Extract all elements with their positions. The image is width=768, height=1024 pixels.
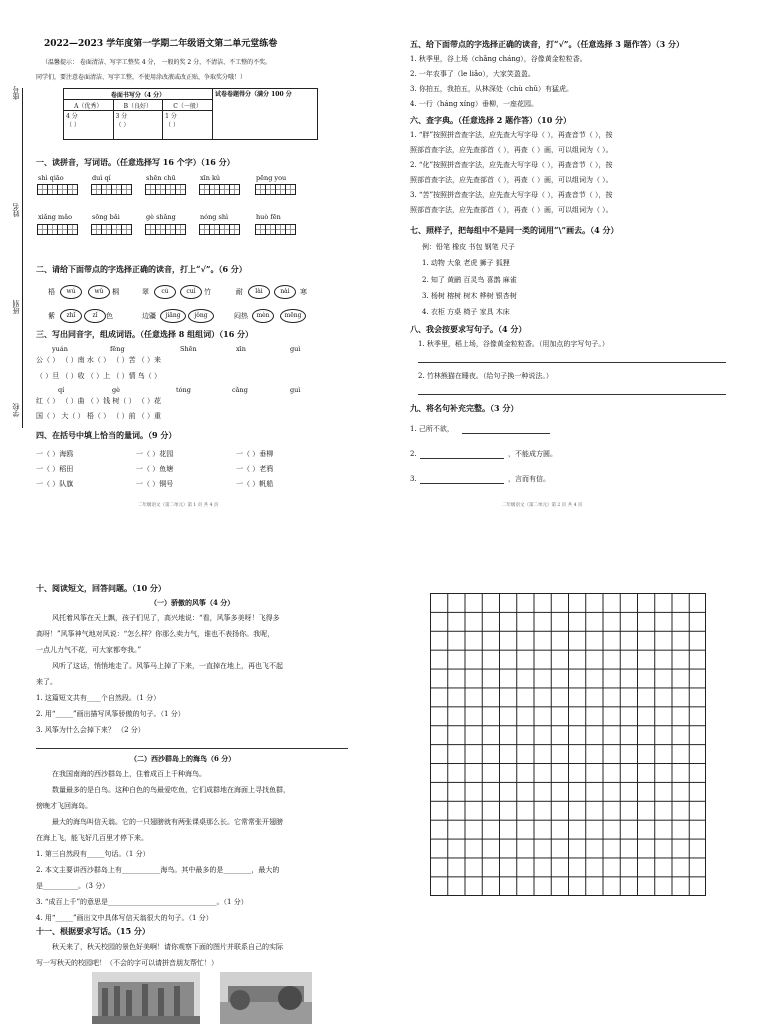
pinyin-1-5: pēng you [256, 174, 287, 182]
pinyin-1-4: xīn kǔ [200, 174, 221, 182]
score-paren-a[interactable]: （ ） [66, 122, 80, 129]
s3-line-2[interactable]: （ ）旦 （ ）收 （ ）上 （ ）情 鸟（ ） [36, 372, 162, 380]
score-col-c: C（一般） [163, 100, 213, 111]
s3-py2-4: cǎng [232, 386, 248, 394]
s10-p1-line-3: 一点儿力气不花，可大家都夸我。” [36, 646, 142, 654]
s11-prompt-1: 秋天来了，秋天校园的景色好美啊！请你观察下面的图片并联系自己的实际 [52, 943, 283, 951]
s10-p2-line-5: 在海上飞，能飞好几百里才停下来。 [36, 834, 148, 842]
writing-grid-2-5[interactable] [256, 224, 296, 235]
writing-grid-1-4[interactable] [200, 184, 240, 195]
pinyin-1-1: shì qiāo [38, 174, 64, 182]
side-label-name: 姓名 [12, 203, 20, 217]
score-table [63, 88, 318, 140]
s9-blank-1[interactable] [462, 433, 550, 434]
writing-grid-2-3[interactable] [146, 224, 186, 235]
score-paren-b[interactable]: （ ） [115, 122, 130, 129]
s9-item-3: 3. [410, 475, 417, 483]
section-11-title: 十一、根据要求写话。（15 分） [36, 926, 150, 936]
s2-option-4a[interactable]: zhǐ [60, 309, 82, 323]
s2-pre-5: 边疆 [142, 312, 156, 320]
s2-option-2a[interactable]: cù [154, 285, 176, 299]
section-6-title: 六、查字典。（任意选择 2 题作答）（10 分） [410, 115, 572, 125]
section-1-title: 一、读拼音，写词语。（任意选择写 16 个字）（16 分） [36, 157, 235, 167]
s4-r2-c1[interactable]: 一（ ）稻田 [36, 465, 74, 473]
s4-r3-c2[interactable]: 一（ ）铜号 [136, 480, 174, 488]
s2-pre-2: 翠 [142, 288, 149, 296]
s9-tail-3: ，言而有信。 [508, 475, 550, 483]
s3-line-1[interactable]: 公（ ） （ ）南 水（ ） （ ）苦 （ ）来 [36, 356, 162, 364]
s2-pre-6: 闷热 [234, 312, 248, 320]
section-10-title: 十、阅读短文，回答问题。（10 分） [36, 583, 166, 593]
s10-q2-4[interactable]: 3. “成百上千”的意思是_______________________________。（1 分） [36, 898, 248, 906]
s9-item-2: 2. [410, 450, 417, 458]
writing-grid-2-2[interactable] [92, 224, 132, 235]
tip-line-1: （温馨提示： 卷面清洁、写字工整奖 4 分， 一般的奖 2 分，不清洁、不工整的不奖。 [42, 59, 272, 66]
pinyin-1-3: shēn chū [146, 174, 176, 182]
s4-r3-c3[interactable]: 一（ ）帆船 [236, 480, 274, 488]
s2-pre-4: 紫 [48, 312, 55, 320]
pinyin-2-2: sōng bǎi [92, 213, 120, 221]
s3-line-4[interactable]: 国（ ） 大（ ） 梧（ ） （ ）前 （ ）重 [36, 412, 162, 420]
pinyin-2-1: xiǎng mǎo [38, 213, 72, 221]
s10-q2-5[interactable]: 4. 用“_____”画出文中具体写信天翁很大的句子。（1 分） [36, 914, 213, 922]
campus-photo-1 [92, 972, 200, 1024]
side-label-seat: 座号 [12, 86, 20, 100]
s3-py1-2: fēng [110, 345, 125, 353]
s10-p1-line-4: 风听了这话，悄悄地走了。风筝马上掉了下来，一直掉在地上，再也飞不起 [52, 662, 283, 670]
s7-item-3[interactable]: 3. 杨树 榕树 树木 桦树 银杏树 [422, 292, 517, 300]
s10-p2-line-2: 数量最多的是白鸟。这种白色的鸟最爱吃鱼，它们成群地在海面上寻找鱼群， [52, 786, 290, 794]
campus-photo-2 [220, 972, 312, 1024]
s2-post-2: 竹 [204, 288, 211, 296]
score-col-a: A（优秀） [64, 100, 114, 111]
writing-grid-2-4[interactable] [200, 224, 240, 235]
s4-r1-c3[interactable]: 一（ ）垂柳 [236, 450, 274, 458]
s5-item-4[interactable]: 4. 一行（háng xíng）垂柳，一座花园。 [410, 100, 538, 108]
s7-example: 例：铅笔 橡皮 书包 钢笔 尺子 [422, 243, 515, 251]
s10-q1-2[interactable]: 2. 用“_____”画出描写风筝骄傲的句子。（1 分） [36, 710, 185, 718]
s9-blank-2[interactable] [420, 458, 504, 459]
page1-footer: 二年级语文（第二单元）第 1 页 共 4 页 [138, 503, 219, 508]
score-col-b: B（良好） [113, 100, 163, 111]
section-4-title: 四、在括号中填上恰当的量词。（9 分） [36, 430, 177, 440]
s2-option-6a[interactable]: mèn [252, 309, 274, 323]
s6-line-6[interactable]: 照部首查字法，应先查部首（ ），再查（ ）画，可以组词为（ ）。 [410, 206, 613, 214]
s3-py2-5: guì [290, 386, 301, 394]
page2-footer: 二年级语文（第二单元）第 2 页 共 4 页 [502, 503, 583, 508]
s2-option-5a[interactable]: jiāng [160, 309, 186, 323]
s10-sub-2: （二）西沙群岛上的海鸟（6 分） [130, 754, 236, 763]
score-header-right: 试卷卷题得分（满分 100 分 [213, 89, 318, 140]
s6-line-4[interactable]: 照部首查字法，应先查部首（ ），再查（ ）画，可以组词为（ ）。 [410, 176, 613, 184]
section-7-title: 七、照样子，把每组中不是同一类的词用“\”画去。（4 分） [410, 225, 619, 235]
writing-grid-1-5[interactable] [256, 184, 296, 195]
s4-r2-c3[interactable]: 一（ ）老鸦 [236, 465, 274, 473]
section-3-title: 三、写出同音字，组成词语。（任意选择 8 组组词）（16 分） [36, 329, 254, 339]
s6-line-2[interactable]: 照部首查字法，应先查部首（ ），再查（ ）画，可以组词为（ ）。 [410, 146, 613, 154]
s6-line-1[interactable]: 1. “胖”按照拼音查字法，应先查大写字母（ ），再查音节（ ），按 [410, 131, 613, 139]
s3-py2-2: gè [112, 386, 121, 394]
s10-sub-1: （一）骄傲的风筝（4 分） [150, 598, 235, 607]
s9-tail-2: ，不能成方圆。 [508, 450, 557, 458]
section-5-title: 五、给下面带点的字选择正确的读音，打“√”。（任意选择 3 题作答）（3 分） [410, 39, 684, 49]
s2-pre-1: 梧 [48, 288, 55, 296]
section-2-title: 二、请给下面带点的字选择正确的读音，打上“√”。（6 分） [36, 264, 247, 274]
pinyin-2-5: huò fēn [256, 213, 281, 221]
s3-py2-3: tóng [176, 386, 191, 394]
s5-item-3[interactable]: 3. 你拍五，我拍五，从林深处（chù chǔ）有猛虎。 [410, 85, 574, 93]
s3-py1-3: Shēn [180, 345, 197, 353]
s10-p1-line-5: 来了。 [36, 678, 57, 686]
s2-post-3: 寒 [300, 288, 307, 296]
binding-line [22, 88, 23, 428]
s2-option-1b[interactable]: wǔ [88, 285, 110, 299]
s10-q2-3[interactable]: 是__________。（3 分） [36, 882, 110, 890]
score-val-c: 1 分 [165, 113, 177, 120]
pinyin-2-4: nóng shì [200, 213, 229, 221]
s2-option-5b[interactable]: jǒng [188, 309, 214, 323]
writing-grid-1-2[interactable] [92, 184, 132, 195]
s2-post-4: 色 [106, 312, 113, 320]
s10-p1-line-1: 风托着风筝在天上飘，孩子们见了，高兴地说：“看，风筝多美呀！飞得多 [52, 614, 280, 622]
s8-answer-line-1[interactable] [418, 362, 726, 363]
s8-item-1: 1. 秋季里，稻上场，谷像黄金粒粒香。（用加点的字写句子。） [418, 340, 609, 348]
s4-r3-c1[interactable]: 一（ ）队旗 [36, 480, 74, 488]
composition-writing-grid[interactable] [430, 593, 706, 896]
page-title: 2022—2023 学年度第一学期二年级语文第二单元堂练卷 [44, 39, 278, 49]
s11-prompt-2: 写一写秋天的校园吧！（不会的字可以请拼音朋友帮忙！） [36, 959, 218, 967]
s10-p2-line-1: 在我国南海的西沙群岛上，住着成百上千种海鸟。 [52, 770, 206, 778]
s2-option-6b[interactable]: mēng [280, 309, 306, 323]
writing-grid-1-3[interactable] [146, 184, 186, 195]
s4-r2-c2[interactable]: 一（ ）鱼塘 [136, 465, 174, 473]
score-header-left: 卷面书写分（4 分） [64, 89, 213, 100]
s3-py2-1: qí [58, 386, 65, 394]
score-paren-c[interactable]: （ ） [165, 122, 180, 129]
s2-option-3a[interactable]: lài [248, 285, 270, 299]
s10-q1-3: 3. 风筝为什么会掉下来？ （2 分） [36, 726, 145, 734]
s9-blank-3[interactable] [420, 483, 504, 484]
s10-q2-1[interactable]: 1. 第三自然段有_____句话。（1 分） [36, 850, 150, 858]
s3-py1-4: xīn [236, 345, 246, 353]
s3-py1-5: guì [290, 345, 301, 353]
s10-p1-line-2: 高呀！”风筝神气地对风说：“怎么样？你那么卖力气，谁也不表扬你。我呢， [36, 630, 275, 638]
side-label-school: 学校 [12, 403, 20, 417]
s10-p2-line-4: 最大的海鸟叫信天翁。它的一只翅膀就有两张课桌那么长。它常常张开翅膀 [52, 818, 283, 826]
section-8-title: 八、我会按要求写句子。（4 分） [410, 324, 527, 334]
s7-item-4[interactable]: 4. 衣柜 方桌 椅子 家具 木床 [422, 308, 510, 316]
s5-item-1[interactable]: 1. 秋季里，谷上场（chǎng cháng），谷像黄金粒粒香。 [410, 55, 587, 63]
side-label-class: 班别 [12, 300, 20, 314]
s3-line-3[interactable]: 红（ ） （ ）曲 （ ）钱 树（ ） （ ）花 [36, 397, 162, 405]
s10-answer-line[interactable] [36, 748, 348, 749]
s2-post-1: 桐 [112, 288, 119, 296]
tip-line-2: 同学们，要注意卷面清洁、写字工整，不使用涂改液或改正贴，争取奖分哦！） [36, 74, 247, 81]
s2-option-1a[interactable]: wú [60, 285, 82, 299]
s5-item-2[interactable]: 2. 一年农事了（le liǎo），大家笑盈盈。 [410, 70, 535, 78]
s10-p2-line-3: 傍晚才飞回海岛。 [36, 802, 92, 810]
writing-grid-2-1[interactable] [38, 224, 78, 235]
s7-item-2[interactable]: 2. 知了 黄鹂 百灵鸟 喜鹊 麻雀 [422, 276, 517, 284]
s6-line-5[interactable]: 3. “苦”按照拼音查字法，应先查大写字母（ ），再查音节（ ），按 [410, 191, 613, 199]
writing-grid-1-1[interactable] [38, 184, 78, 195]
s10-q1-1[interactable]: 1. 这篇短文共有____个自然段。（1 分） [36, 694, 161, 702]
score-val-a: 4 分 [66, 113, 78, 120]
s2-pre-3: 耐 [236, 288, 243, 296]
s3-py1-1: yuán [52, 345, 68, 353]
s8-item-2: 2. 竹林熊猫在睡夜。（给句子换一种说法。） [418, 372, 553, 380]
pinyin-1-2: duì qí [92, 174, 111, 182]
s4-r1-c2[interactable]: 一（ ）花园 [136, 450, 174, 458]
s2-option-2b[interactable]: cuì [180, 285, 202, 299]
s9-item-1: 1. 己所不欲， [410, 425, 454, 433]
section-9-title: 九、将名句补充完整。（3 分） [410, 403, 519, 413]
s2-option-4b[interactable]: zǐ [84, 309, 106, 323]
s10-q2-2[interactable]: 2. 本文主要讲西沙群岛上有___________海鸟。其中最多的是________，最大的 [36, 866, 280, 874]
score-val-b: 3 分 [115, 113, 128, 120]
s4-r1-c1[interactable]: 一（ ）海鸥 [36, 450, 74, 458]
s7-item-1[interactable]: 1. 动物 大象 老虎 狮子 狐狸 [422, 259, 510, 267]
pinyin-2-3: gè shǎng [146, 213, 176, 221]
s8-answer-line-2[interactable] [418, 394, 726, 395]
s6-line-3[interactable]: 2. “化”按照拼音查字法，应先查大写字母（ ），再查音节（ ），按 [410, 161, 613, 169]
s2-option-3b[interactable]: nài [274, 285, 296, 299]
